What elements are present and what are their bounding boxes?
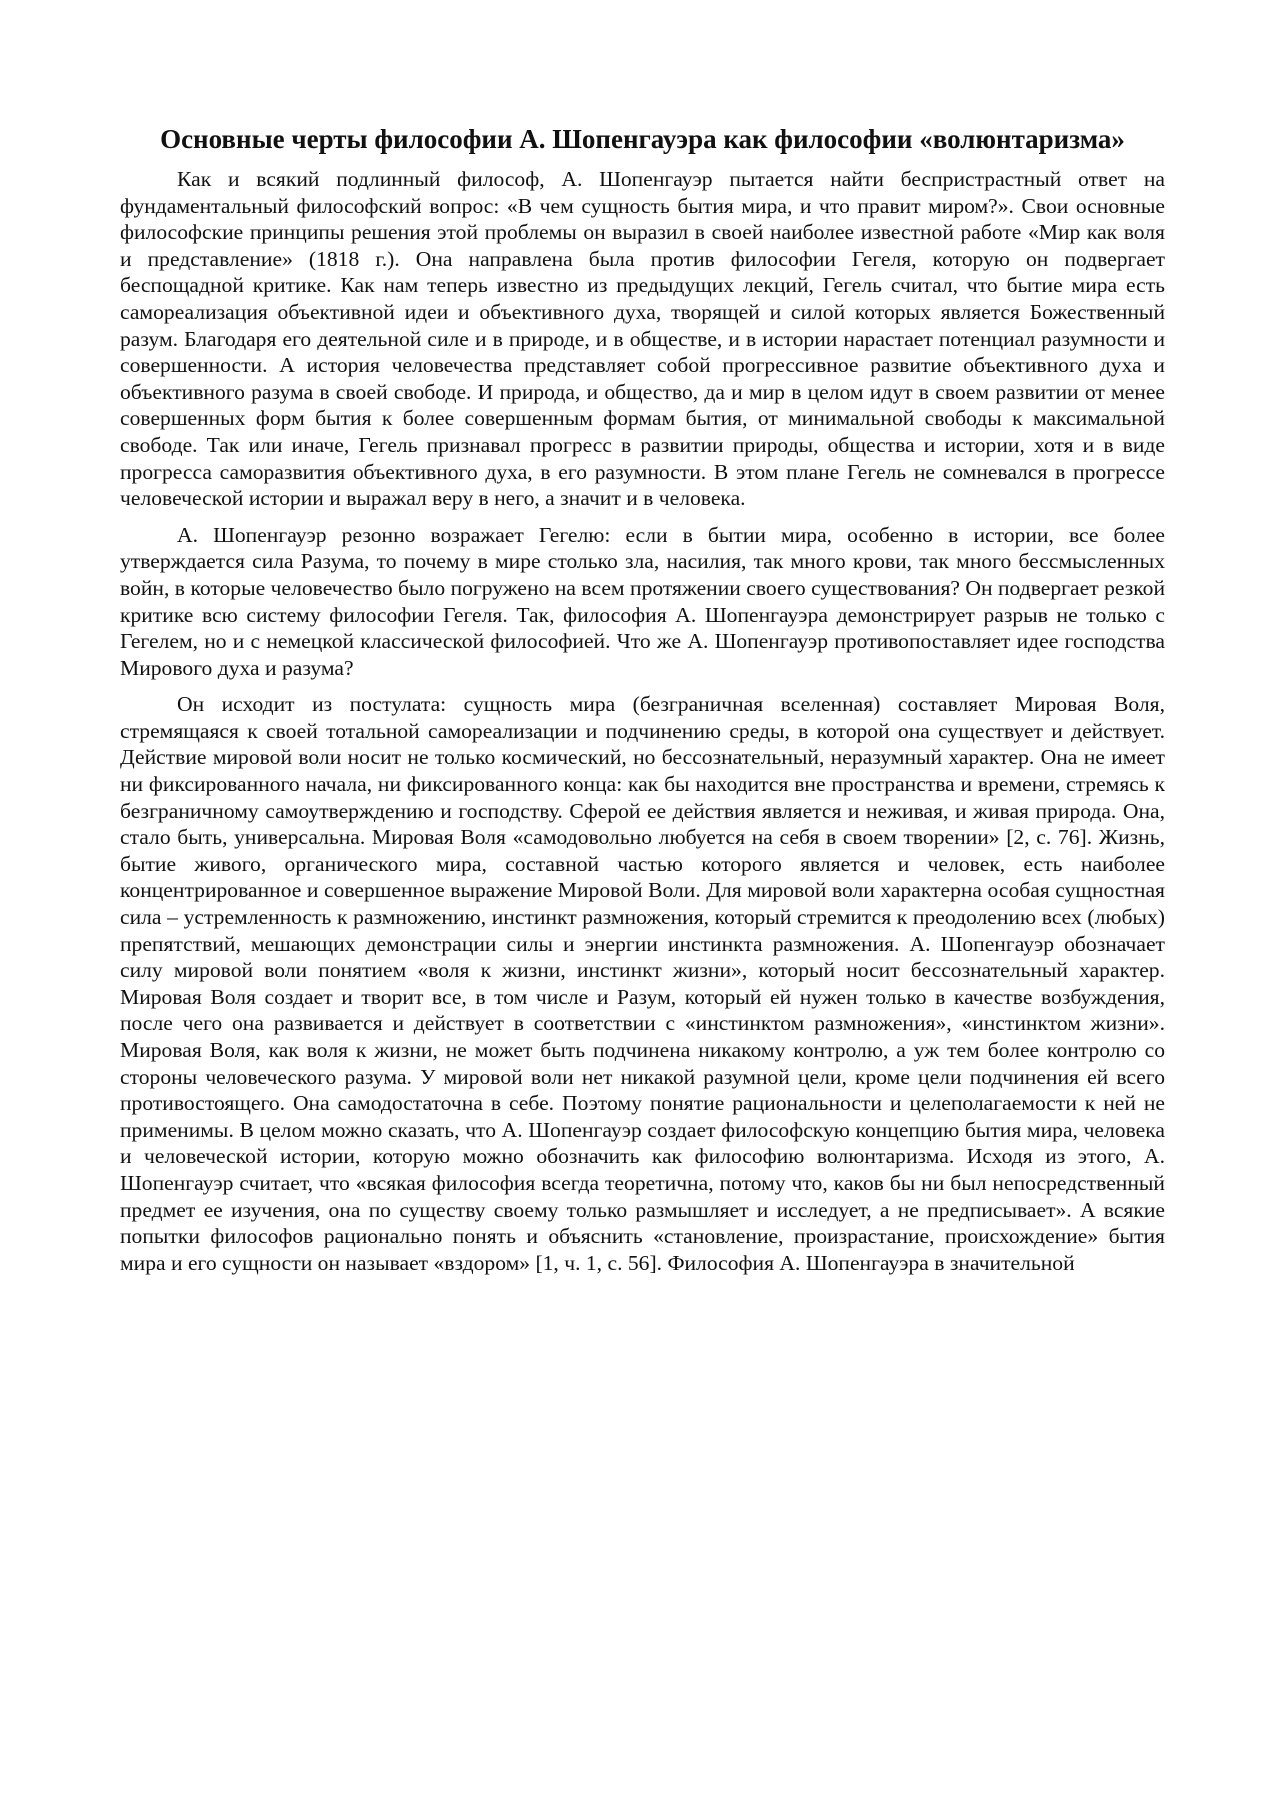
paragraph: Он исходит из постулата: сущность мира (безграничная вселенная) составляет Мировая Воля, стремящаяся к своей тотальной самореализации и подчинению среды, в которой она существует и действует. Действие мировой воли носит не только космический, но бессознательный, неразумный характер. Она не имеет ни фиксированного начала, ни фиксированного конца: как бы находится вне пространства и времени, стремясь к безграничному самоутверждению и господству. Сферой ее действия является и неживая, и живая природа. Она, стало быть, универсальна. Мировая Воля «самодовольно любуется на себя в своем творении» [2, с. 76]. Жизнь, бытие живого, органического мира, составной частью которого является и человек, есть наиболее концентрированное и совершенное выражение Мировой Воли. Для мировой воли характерна особая сущностная сила – устремленность к размножению, инстинкт размножения, который стремится к преодолению всех (любых) препятствий, мешающих демонстрации силы и энергии инстинкта размножения. А. Шопенгауэр обозначает силу мировой воли понятием «воля к жизни, инстинкт жизни», который носит бессознательный характер. Мировая Воля создает и творит все, в том числе и Разум, который ей нужен только в качестве возбуждения, после чего она развивается и действует в соответствии с «инстинктом размножения», «инстинктом жизни». Мировая Воля, как воля к жизни, не может быть подчинена никакому контролю, а уж тем более контролю со стороны человеческого разума. У мировой воли нет никакой разумной цели, кроме цели подчинения ей всего противостоящего. Она самодостаточна в себе. Поэтому понятие рациональности и целеполагаемости к ней не применимы. В целом можно сказать, что А. Шопенгауэр создает философскую концепцию бытия мира, человека и человеческой истории, которую можно обозначить как философию волюнтаризма. Исходя из этого, А. Шопенгауэр считает, что «всякая философия всегда теоретична, потому что, каков бы ни был непосредственный предмет ее изучения, она по существу своему только размышляет и исследует, а не предписывает». А всякие попытки философов рационально понять и объяснить «становление, произрастание, происхождение» бытия мира и его сущности он называет «вздором» [1, ч. 1, с. 56]. Философия А. Шопенгауэра в значительной [120,692,1165,1275]
paragraph: А. Шопенгауэр резонно возражает Гегелю: если в бытии мира, особенно в истории, все более утверждается сила Разума, то почему в мире столько зла, насилия, так много крови, так много бессмысленных войн, в которые человечество было погружено на всем протяжении своего существования? Он подвергает резкой критике всю систему философии Гегеля. Так, философия А. Шопенгауэра демонстрирует разрыв не только с Гегелем, но и с немецкой классической философией. Что же А. Шопенгауэр противопоставляет идее господства Мирового духа и разума? [120,522,1165,680]
document-title: Основные черты философии А. Шопенгауэра как философии «волюнтаризма» [160,124,1125,154]
paragraph: Как и всякий подлинный философ, А. Шопенгауэр пытается найти беспристрастный ответ на фундаментальный философский вопрос: «В чем сущность бытия мира, и что правит миром?». Свои основные философские принципы решения этой проблемы он выразил в своей наиболее известной работе «Мир как воля и представление» (1818 г.). Она направлена была против философии Гегеля, которую он подвергает беспощадной критике. Как нам теперь известно из предыдущих лекций, Гегель считал, что бытие мира есть самореализация объективной идеи и объективного духа, творящей и силой которых является Божественный разум. Благодаря его деятельной силе и в природе, и в обществе, и в истории нарастает потенциал разумности и совершенности. А история человечества представляет собой прогрессивное развитие объективного духа и объективного разума в своей свободе. И природа, и общество, да и мир в целом идут в своем развитии от менее совершенных форм бытия к более совершенным формам бытия, от минимальной свободы к максимальной свободе. Так или иначе, Гегель признавал прогресс в развитии природы, общества и истории, хотя и в виде прогресса саморазвития объективного духа, в его разумности. В этом плане Гегель не сомневался в прогрессе человеческой истории и выражал веру в него, а значит и в человека. [120,167,1165,511]
document-page [120,122,1165,1286]
